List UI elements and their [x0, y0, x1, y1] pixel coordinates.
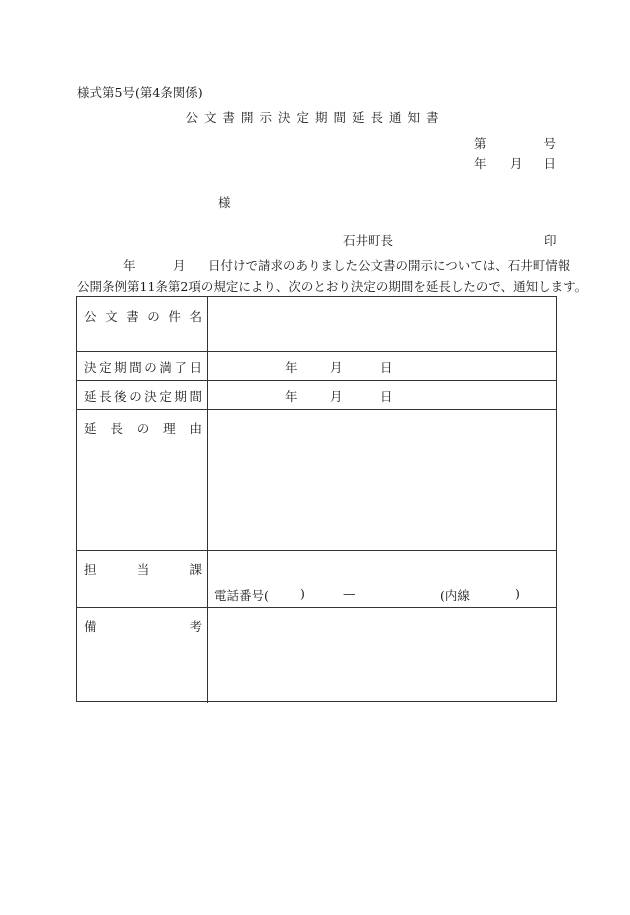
- value-remarks[interactable]: [208, 608, 556, 703]
- row-reason: 延 長 の 理 由: [77, 410, 556, 551]
- date-month: 月: [510, 156, 523, 171]
- recipient-honorific: 様: [218, 195, 231, 210]
- form-number-label: 様式第5号(第4条関係): [77, 85, 203, 100]
- value-subject[interactable]: [208, 297, 556, 351]
- expiry-year: 年: [285, 360, 298, 375]
- extended-month: 月: [330, 389, 343, 404]
- row-remarks: 備 考: [77, 608, 556, 703]
- expiry-day: 日: [380, 360, 393, 375]
- expiry-month: 月: [330, 360, 343, 375]
- body-year: 年: [123, 258, 136, 273]
- issuer-name: 石井町長: [343, 233, 394, 248]
- extension-label: (内線: [440, 588, 470, 603]
- document-title: 公文書開示決定期間延長通知書: [185, 110, 445, 125]
- date-day: 日: [543, 156, 556, 171]
- extension-close: ): [515, 586, 520, 601]
- row-subject: 公 文 書 の 件 名: [77, 297, 556, 352]
- phone-dash: —: [343, 586, 356, 601]
- row-expiry-date: 決 定 期 間 の 満 了 日 年 月 日: [77, 352, 556, 381]
- seal-mark: 印: [544, 233, 557, 248]
- extended-year: 年: [285, 389, 298, 404]
- body-text: 日付けで請求のありました公文書の開示については、石井町情報: [208, 258, 571, 273]
- number-prefix: 第: [474, 136, 487, 151]
- date-year: 年: [474, 156, 487, 171]
- phone-close: ): [300, 586, 305, 601]
- row-extended-period: 延 長 後 の 決 定 期 間 年 月 日: [77, 381, 556, 410]
- value-department[interactable]: [208, 551, 556, 607]
- row-department: 担 当 課 電話番号( ) — (内線 ): [77, 551, 556, 608]
- body-text-line-2: 公開条例第11条第2項の規定により、次のとおり決定の期間を延長したので、通知します。: [77, 279, 588, 294]
- phone-label: 電話番号(: [214, 588, 269, 603]
- notice-form-table: [76, 296, 557, 702]
- value-expiry-date[interactable]: [208, 352, 556, 380]
- number-suffix: 号: [543, 136, 556, 151]
- value-extended-period[interactable]: [208, 381, 556, 409]
- body-month: 月: [173, 258, 186, 273]
- extended-day: 日: [380, 389, 393, 404]
- value-reason[interactable]: [208, 410, 556, 550]
